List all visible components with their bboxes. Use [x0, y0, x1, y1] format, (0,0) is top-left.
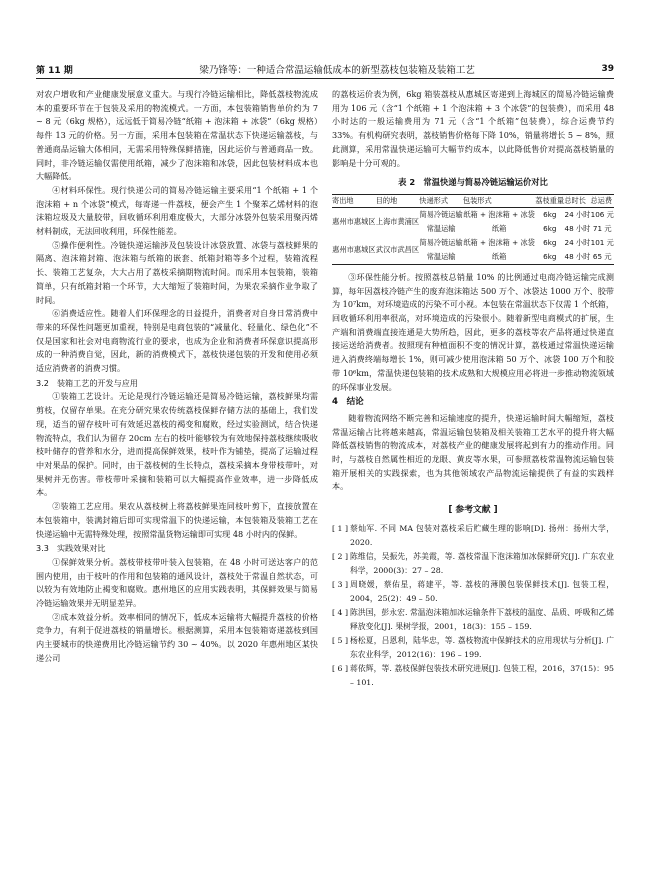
table-cell: 24 小时 [564, 237, 591, 247]
issue-number: 第 11 期 [36, 65, 73, 76]
freight-comparison-table [332, 194, 614, 265]
reference-number: [ 3 ] [332, 579, 349, 589]
table-cell: 常温运输 [426, 223, 456, 233]
reference-text: 蔡灿军. 不同 MA 包装对荔枝采后贮藏生理的影响[D]. 扬州：扬州大学，2020. [350, 523, 614, 547]
table-cell: 惠州市惠城区 [332, 236, 376, 265]
table-cell: 简易冷链运输 [419, 209, 463, 219]
paragraph: ③环保性能分析。按照荔枝总销量 10% 的比例通过电商冷链运输完成测算，每年因荔枝冷链产生的废弃泡沫箱达 500 万个、冰袋达 1000 万个、胶带为 10⁷km，对环境造成的污染不可小视。本包装在常温状态下仅需 1 个纸箱，回收循环利用率很高，对环境造成的污染很小。随着新型电商模式的扩展，生产端和消费端直接连通是大势所趋，因此，更多的荔枝等农产品将通过快递直接运送给消费者。按照现有种植面积不变的情况计算，荔枝通过常温快递运输进入消费终端每增长 1%，则可减少使用泡沫箱 50 万个、冰袋 100 万个和胶带 10⁶km，常温快递包装箱的技术成熟和大规模应用必将进一步推动物流领域的环保事业发展。 [332, 271, 614, 392]
page-header [36, 60, 614, 79]
reference-item [332, 634, 614, 662]
table-cell: 纸箱 + 泡沫箱 + 冰袋 [463, 209, 535, 219]
paragraph: ②成本效益分析。效率相同的情况下，低成本运输将大幅提升荔枝的价格竞争力，有利于促进荔枝的销量增长。根据测算，采用本包装箱寄递荔枝到国内主要城市的快递费用比冷链运输节约 30 ~ 40%。以 2020 年惠州地区某快递公司 [36, 611, 318, 663]
paragraph: ①保鲜效果分析。荔枝带枝带叶装入包装箱，在 48 小时可送达客户的范围内使用，由于枝叶的作用和包装箱的通风设计，荔枝处于常温自然状态，可以较为有效地防止褐变和腐败。惠州地区的应用实践表明，其保鲜效果与简易冷链运输效果并无明显差异。 [36, 556, 318, 609]
table-cell: 24 小时 [564, 209, 591, 219]
table-cell: 纸箱 + 泡沫箱 + 冰袋 [463, 237, 535, 247]
reference-text: 周晓媛，蔡佑星，蒋建平，等. 荔枝的薄膜包装保鲜技术[J]. 包装工程，2004，25(2)：49 – 50. [350, 579, 614, 603]
reference-number: [ 4 ] [332, 607, 349, 617]
reference-number: [ 5 ] [332, 635, 349, 645]
table-cell: 6kg [543, 209, 557, 219]
column-header: 总时长 [564, 194, 590, 207]
table-header-row [332, 194, 614, 207]
paragraph: ②装箱工艺应用。果农从荔枝树上将荔枝鲜果连同枝叶剪下，直接放置在本包装箱中，装满封箱后即可实现常温下的快递运输，本包装箱及装箱工艺在快递运输中无需特殊处理，按照常温货物运输即可实现 48 小时内的保鲜。 [36, 501, 318, 539]
reference-text: 陈维信，吴振先，苏美霞，等. 荔枝常温下泡沫箱加冰保鲜研究[J]. 广东农业科学，2000(3)：27 – 28. [350, 551, 614, 575]
reference-item [332, 606, 614, 634]
paragraph: ④材料环保性。现行快递公司的简易冷链运输主要采用“1 个纸箱 + 1 个泡沫箱 + n 个冰袋”模式，每寄递一件荔枝，便会产生 1 个聚苯乙烯材料的泡沫箱垃圾及大量胶带，回收循环利用难度极大，大部分冰袋外包装采用聚丙烯材料制成，无法回收利用，环保性能差。 [36, 184, 318, 237]
running-title: 梁乃锋等：一种适合常温运输低成本的新型荔枝包装箱及装箱工艺 [199, 65, 475, 76]
table-cell: 65 元 [590, 250, 614, 265]
page-number: 39 [601, 64, 614, 74]
paragraph: 随着物流网络不断完善和运输速度的提升，快递运输时间大幅缩短，荔枝常温运输占比将越来越高，常温运输包装箱及相关装箱工艺水平的提升将大幅降低荔枝销售的物流成本，对荔枝产业的健康发展将起到有力的推动作用。同时，与荔枝自然属性相近的龙眼、黄皮等水果，可参照荔枝常温物流运输包装箱开展相关的实践探索，也为其他领域农产品物流运输提供了有益的实践样本。 [332, 412, 614, 492]
paragraph: 对农户增收和产业健康发展意义重大。与现行冷链运输相比，降低荔枝物流成本的重要环节在于包装及采用的物流模式。一方面，本包装箱销售单价约为 7 ~ 8 元（6kg 规格），远远低于简易冷链“纸箱 + 泡沫箱 + 冰袋”（6kg 规格）每件 13 元的价格。另一方面，采用本包装箱在常温状态下快递运输荔枝，与普通商品运输大体相同，无需采用特殊保鲜措施，因此运价与普通商品一致。同时，非冷链运输仅需使用纸箱，减少了泡沫箱和冰袋，因此包装材料成本也大幅降低。 [36, 89, 318, 182]
column-header: 寄出地 [332, 194, 376, 207]
section-heading: 4 结论 [332, 397, 364, 408]
reference-item [332, 662, 614, 690]
table-row [332, 236, 614, 250]
table-cell: 常温运输 [419, 250, 463, 265]
table-cell: 71 元 [592, 223, 612, 233]
reference-text: 杨松夏，吕恩利，陆华忠，等. 荔枝物流中保鲜技术的应用现状与分析[J]. 广东农业科学，2012(16)：196 – 199. [350, 635, 614, 659]
table-cell: 101 元 [590, 237, 614, 247]
table-cell: 惠州市惠城区 [332, 216, 376, 226]
paragraph: ⑤操作便利性。冷链快递运输涉及包装设计冰袋放置、冰袋与荔枝鲜果的隔离、泡沫箱封箱、泡沫箱与纸箱的嵌套、纸箱封箱等多个过程，装箱流程长、装箱工艺复杂，大大占用了荔枝采摘期物流时间。而采用本包装箱，装箱简单，只有纸箱封箱一个环节，大大缩短了装箱时间，为果农采摘作业争取了时间。 [36, 239, 318, 305]
reference-item [332, 550, 614, 578]
table-cell: 106 元 [590, 209, 614, 219]
column-header: 包装形式 [463, 194, 535, 207]
table-cell: 武汉市武昌区 [376, 236, 420, 265]
table-cell: 纸箱 [463, 250, 535, 265]
references-heading: [ 参考文献 ] [448, 505, 498, 516]
reference-item [332, 522, 614, 550]
table-cell: 6kg [543, 223, 557, 233]
table-cell: 纸箱 [491, 223, 507, 233]
column-header: 目的地 [376, 194, 420, 207]
table-caption: 表 2 常温快递与简易冷链运输运价对比 [398, 177, 548, 188]
table-cell: 上海市黄浦区 [375, 216, 420, 226]
table-cell: 48 小时 [564, 250, 590, 265]
column-header: 快递形式 [419, 194, 463, 207]
reference-number: [ 1 ] [332, 523, 349, 533]
reference-text: 蒋依辉，等. 荔枝保鲜包装技术研究进展[J]. 包装工程，2016，37(15)：95 – 101. [350, 663, 614, 687]
table-row [332, 207, 614, 222]
table-cell: 48 小时 [564, 223, 591, 233]
right-column [332, 88, 614, 690]
subsection-heading: 3.3 实践效果对比 [36, 543, 106, 554]
paragraph: ⑥消费适应性。随着人们环保理念的日益提升，消费者对自身日常消费中带来的环保性问题更加重视，特别是电商包装的“减量化、轻量化、绿色化”不仅是国家和社会对电商物流行业的要求，也成为企业和消费者环保意识提高形成的一种消费自觉，因此，新的消费模式下，荔枝快递包装的开发和使用必须适应消费者的消费习惯。 [36, 308, 318, 374]
column-header: 荔枝重量 [535, 194, 564, 207]
table-cell: 6kg [535, 250, 564, 265]
table-cell: 简易冷链运输 [419, 237, 463, 247]
reference-item [332, 578, 614, 606]
column-header: 总运费 [590, 194, 614, 207]
reference-number: [ 6 ] [332, 663, 349, 673]
subsection-heading: 3.2 装箱工艺的开发与应用 [36, 377, 138, 388]
left-column [36, 88, 318, 666]
reference-list [332, 522, 614, 690]
reference-number: [ 2 ] [332, 551, 349, 561]
paragraph: 的荔枝运价表为例，6kg 箱装荔枝从惠城区寄递到上海城区的简易冷链运输费用为 106 元（含“1 个纸箱 + 1 个泡沫箱 + 3 个冰袋”的包装费），而采用 48 小时达的一般运输费用为 71 元（含“1 个纸箱”包装费），综合运费节约 33%。有机构研究表明，荔枝销售价格每下降 10%，销量将增长 5 ~ 8%，照此测算，采用常温快递运输可大幅节约成本，以此降低售价对提高荔枝销量的影响是十分可观的。 [332, 89, 614, 168]
paragraph: ①装箱工艺设计。无论是现行冷链运输还是简易冷链运输，荔枝鲜果均需剪枝，仅留存单果。在充分研究果农传统荔枝保鲜存储方法的基础上，我们发现，适当的留存枝叶可有效延迟荔枝的褐变和腐败，经过实验测试，结合快递物流特点，我们认为留存 20cm 左右的枝叶能够较为有效地保持荔枝继续吸收枝叶储存的营养和水分，进而提高保鲜效果，枝叶作为铺垫，提高了运输过程中对果品的保护。同时，由于荔枝树的生长特点，荔枝采摘本身带枝带叶，对果树并无伤害。带枝带叶采摘和装箱可以大幅提高作业效率，进一步降低成本。 [36, 391, 318, 498]
reference-text: 陈洪国，彭永宏. 常温泡沫箱加冰运输条件下荔枝的温度、品质、呼吸和乙烯释放变化[J]. 果树学报，2001，18(3)：155 – 159. [350, 607, 614, 631]
table-cell: 6kg [543, 237, 557, 247]
